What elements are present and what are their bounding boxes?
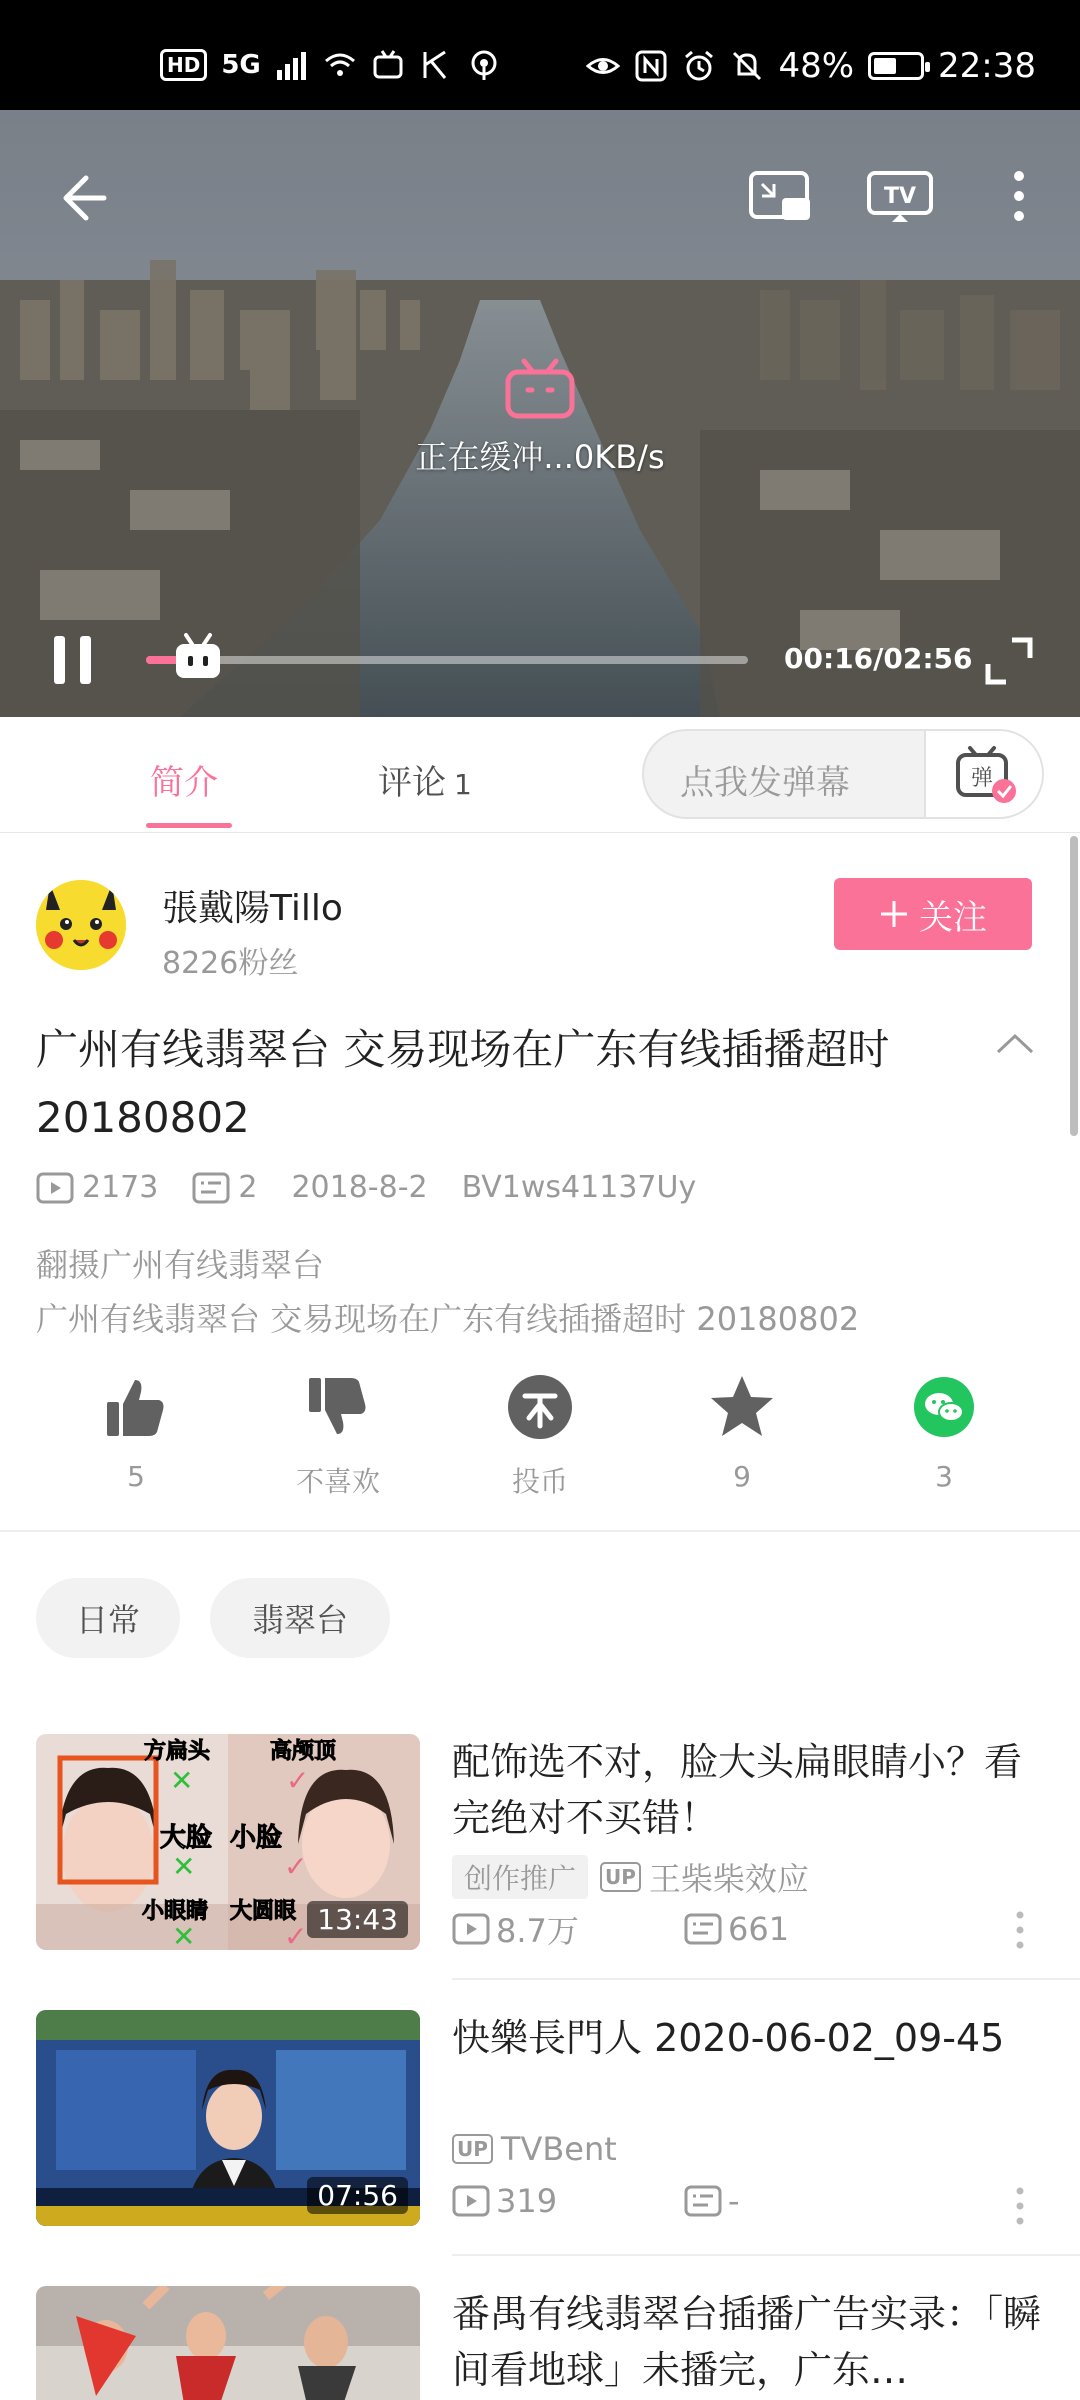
wechat-share-icon: [909, 1372, 979, 1442]
status-right-icons: [586, 46, 1036, 86]
bvid[interactable]: BV1ws41137Uy: [461, 1170, 697, 1205]
recommendation-stats: [452, 2182, 916, 2220]
video-title: 广州有线翡翠台 交易现场在广东有线插播超时 20180802: [36, 1025, 890, 1142]
network-type: 5G: [221, 50, 261, 80]
promotion-tag: 创作推广: [452, 1855, 588, 1899]
recommendation-uploader: 王柴柴效应: [648, 1860, 809, 1898]
more-options-icon[interactable]: [1004, 166, 1034, 226]
tv-cast-icon[interactable]: [866, 170, 934, 224]
like-count: 5: [127, 1460, 145, 1493]
uploader-fans: 8226粉丝: [162, 946, 299, 981]
danmaku-value: 661: [728, 1910, 790, 1948]
danmaku-input[interactable]: [642, 729, 1044, 819]
coin-icon: [505, 1372, 575, 1442]
uploader-avatar[interactable]: [36, 880, 126, 970]
danmaku-count-icon: [684, 2185, 722, 2217]
video-description: [36, 1238, 859, 1346]
svg-text:✕: ✕: [172, 1850, 196, 1883]
play-count-icon: [452, 2185, 490, 2217]
recommendation-uploader-row: [452, 2130, 617, 2168]
thumb-text: 大圆眼: [230, 1899, 297, 1924]
video-meta: [36, 1170, 730, 1205]
recommendation-stats: [452, 1906, 916, 1952]
recommendation-title: 番禺有线翡翠台插播广告实录：「瞬间看地球」未播完，广东…: [452, 2292, 1042, 2392]
danmaku-count-value: 2: [238, 1170, 258, 1205]
status-left-icons: [160, 48, 501, 82]
detail-tabs: [0, 717, 1080, 833]
uploader-name[interactable]: 張戴陽Tillo: [162, 888, 343, 929]
list-divider: [452, 2254, 1080, 2256]
fullscreen-icon[interactable]: [984, 636, 1034, 686]
coin-button[interactable]: [460, 1372, 620, 1500]
share-count: 3: [935, 1460, 953, 1493]
coin-label: 投币: [511, 1465, 568, 1498]
views-stat: [452, 1906, 684, 1952]
thumbs-down-icon: [303, 1372, 373, 1442]
wifi-icon: [323, 48, 357, 82]
app-notify-icon: [419, 48, 453, 82]
dislike-label: 不喜欢: [295, 1465, 380, 1498]
signal-icon: [275, 48, 309, 82]
star-icon: [707, 1372, 777, 1442]
up-badge-icon: UP: [452, 2134, 493, 2164]
tab-comments-label: 评论: [378, 763, 446, 803]
share-button[interactable]: [864, 1372, 1024, 1493]
buffering-text: 正在缓冲...0KB/s: [415, 438, 665, 476]
list-divider: [452, 1978, 1080, 1980]
tab-active-indicator: [146, 823, 232, 828]
svg-text:✕: ✕: [172, 1920, 196, 1950]
danmaku-count-icon: [192, 1172, 230, 1204]
plus-icon: [879, 899, 909, 929]
progress-thumb-tv-icon[interactable]: [172, 632, 224, 682]
thumb-text: 方扁头: [144, 1739, 211, 1764]
pikachu-avatar-image: [36, 880, 126, 970]
danmaku-stat: [684, 2182, 916, 2220]
scrollbar[interactable]: [1070, 836, 1078, 1136]
pause-icon[interactable]: [50, 632, 96, 688]
recommendation-card[interactable]: [0, 2010, 1080, 2260]
svg-text:✓: ✓: [284, 1850, 308, 1883]
thumb-text: 大脸: [160, 1823, 213, 1853]
svg-text:TV: TV: [883, 184, 917, 209]
danmaku-count: [192, 1170, 257, 1205]
clock: 22:38: [938, 46, 1036, 86]
hd-badge: HD: [160, 49, 207, 81]
tag-chip[interactable]: 日常: [36, 1578, 180, 1658]
follow-button[interactable]: [834, 878, 1032, 950]
play-count-icon: [36, 1172, 74, 1204]
views-value: 319: [496, 2182, 558, 2220]
view-count-value: 2173: [82, 1170, 159, 1205]
picture-in-picture-icon[interactable]: [748, 170, 812, 224]
alarm-icon: [682, 49, 716, 83]
thumb-text: 小脸: [230, 1823, 283, 1853]
status-bar: [0, 0, 1080, 110]
back-arrow-icon[interactable]: [52, 168, 112, 228]
chevron-up-icon[interactable]: [994, 1028, 1036, 1058]
up-badge-icon: UP: [600, 1862, 641, 1892]
buffering-tv-icon: [504, 358, 576, 420]
play-count-icon: [452, 1913, 490, 1945]
danmaku-toggle-button[interactable]: [924, 731, 1042, 817]
battery-icon: [868, 52, 924, 80]
danmaku-count-icon: [684, 1913, 722, 1945]
views-value: 8.7万: [496, 1912, 579, 1950]
video-duration: 13:43: [307, 1901, 408, 1938]
progress-bar[interactable]: [146, 656, 748, 664]
video-duration: 07:56: [307, 2177, 408, 2214]
action-bar: [0, 1372, 1080, 1512]
danmaku-toggle-icon: [954, 745, 1018, 805]
svg-text:弹: 弹: [970, 766, 994, 791]
section-divider: [0, 1530, 1080, 1532]
publish-date: 2018-8-2: [291, 1170, 428, 1205]
hotspot-icon: [467, 48, 501, 82]
svg-text:✓: ✓: [286, 1764, 310, 1797]
description-line-2: 广州有线翡翠台 交易现场在广东有线插播超时 20180802: [36, 1300, 860, 1338]
views-stat: [452, 2182, 684, 2220]
mute-icon: [730, 49, 764, 83]
nfc-icon: [634, 49, 668, 83]
tag-chip[interactable]: 翡翠台: [210, 1578, 390, 1658]
follow-label: 关注: [919, 897, 987, 938]
thumbs-up-icon: [101, 1372, 171, 1442]
eye-icon: [586, 49, 620, 83]
description-line-1: 翻摄广州有线翡翠台: [36, 1246, 325, 1284]
danmaku-value: -: [728, 2182, 740, 2220]
thumb-text: 小眼睛: [142, 1899, 209, 1924]
bilibili-notify-icon: [371, 48, 405, 82]
recommendation-title: 配饰选不对，脸大头扁眼睛小？看完绝对不买错！: [452, 1740, 1023, 1840]
recommendation-thumbnail: [36, 2286, 420, 2400]
recommendation-card[interactable]: [0, 2286, 1080, 2400]
recommendation-card[interactable]: [0, 1734, 1080, 1984]
recommendation-uploader: TVBent: [500, 2130, 617, 2168]
tab-comments[interactable]: [378, 755, 472, 804]
svg-text:✓: ✓: [284, 1920, 308, 1950]
recommendation-thumbnail: [36, 1734, 420, 1950]
more-vertical-icon[interactable]: [1014, 2186, 1026, 2226]
recommendation-title: 快樂長門人 2020-06-02_09-45: [452, 2016, 1005, 2060]
danmaku-stat: [684, 1910, 916, 1948]
battery-percent: 48%: [778, 46, 855, 86]
dislike-button[interactable]: [258, 1372, 418, 1500]
svg-text:✕: ✕: [170, 1764, 194, 1797]
tab-intro[interactable]: 简介: [150, 763, 218, 803]
tab-comments-count: 1: [454, 768, 472, 801]
video-player[interactable]: [0, 110, 1080, 717]
favorite-button[interactable]: [662, 1372, 822, 1493]
recommendation-thumbnail: [36, 2010, 420, 2226]
recommendation-uploader-row: [452, 1854, 809, 1900]
thumbnail-performers: [36, 2286, 420, 2400]
like-button[interactable]: [56, 1372, 216, 1493]
thumb-text: 高颅顶: [270, 1739, 337, 1764]
view-count: [36, 1170, 158, 1205]
favorite-count: 9: [733, 1460, 751, 1493]
playback-time: 00:16/02:56: [784, 642, 973, 675]
danmaku-placeholder: 点我发弹幕: [680, 763, 850, 803]
more-vertical-icon[interactable]: [1014, 1910, 1026, 1950]
